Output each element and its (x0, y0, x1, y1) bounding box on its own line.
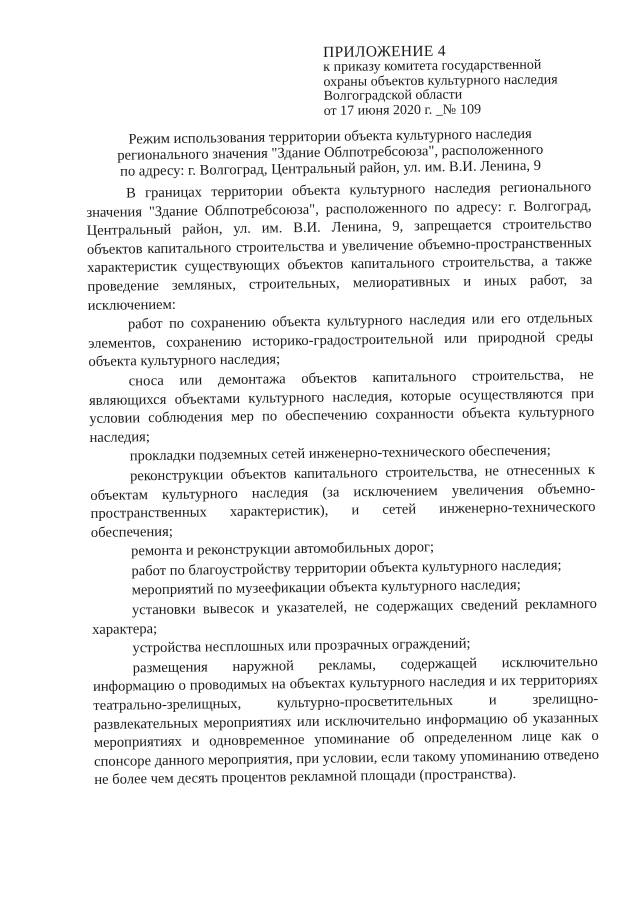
appendix-date: от 17 июня 2020 г. _№ (323, 102, 457, 119)
list-item: сноса или демонтажа объектов капитального строительства, не являющихся объектами культурного наследия, которые осуществляются при условии соблюдения мер по обеспечению сохранности объекта культурного наследия; (88, 366, 595, 446)
intro-paragraph: В границах территории объекта культурного наследия регионального значения "Здание Облпотребсоюза", расположенного по адресу: г. Волгоград, Центральный район, ул. им. В.И. Ленина, 9, запрещается строительство объектов капитального строительства и увеличение объемно-пространственных характеристик существующих объектов капитального строительства, а также проведение земляных, строительных, мелиоративных и иных работ, за исключением: (86, 178, 593, 314)
list-item: размещения наружной рекламы, содержащей исключительно информацию о проводимых на объектах культурного наследия и их территориях театрально-зрелищных, культурно-просветительных и зрелищно-развлекательных мероприятиях или исключительно информацию об указанных мероприятиях и одновременное упоминание об определенном лице как о спонсоре данного мероприятия, при условии, если такому упоминанию отведено не более чем десять процентов рекламной площади (пространства). (92, 653, 600, 789)
list-item: прокладки подземных сетей инженерно-технического обеспечения; (129, 442, 551, 465)
appendix-line-1: к приказу комитета государственной (323, 57, 542, 75)
list-item: ремонта и реконструкции автомобильных дорог; (131, 539, 435, 560)
appendix-title: ПРИЛОЖЕНИЕ 4 (323, 42, 446, 61)
appendix-header (323, 41, 624, 119)
appendix-line-2: охраны объектов культурного наследия (323, 72, 558, 90)
list-item: мероприятий по музеефикации объекта культурного наследия; (131, 577, 521, 599)
appendix-line-3: Волгоградской области (323, 87, 463, 104)
list-item: реконструкции объектов капитального строительства, не отнесенных к объектам культурного наследия (за исключением увеличения объемно-пространственных характеристик), и сетей инженерно-технического обеспечения; (90, 461, 596, 541)
list-item: установки вывесок и указателей, не содержащих сведений рекламного характера; (92, 595, 598, 638)
list-item: устройства несплошных или прозрачных ограждений; (132, 635, 471, 657)
document-title (100, 126, 561, 180)
document-body (86, 178, 599, 790)
list-item: работ по благоустройству территории объекта культурного наследия; (131, 557, 562, 580)
title-line-3: по адресу: г. Волгоград, Центральный район, ул. им. В.И. Ленина, 9 (119, 157, 542, 180)
appendix-number: 109 (459, 101, 482, 118)
list-item: работ по сохранению объекта культурного наследия или его отдельных элементов, сохранению историко-градостроительной или природной среды объекта культурного наследия; (88, 310, 594, 371)
appendix-date-line (324, 101, 624, 119)
title-line-2: регионального значения "Здание Облпотребсоюза", расположенного (117, 141, 544, 164)
title-line-1: Режим использования территории объекта культурного наследия (128, 125, 532, 148)
